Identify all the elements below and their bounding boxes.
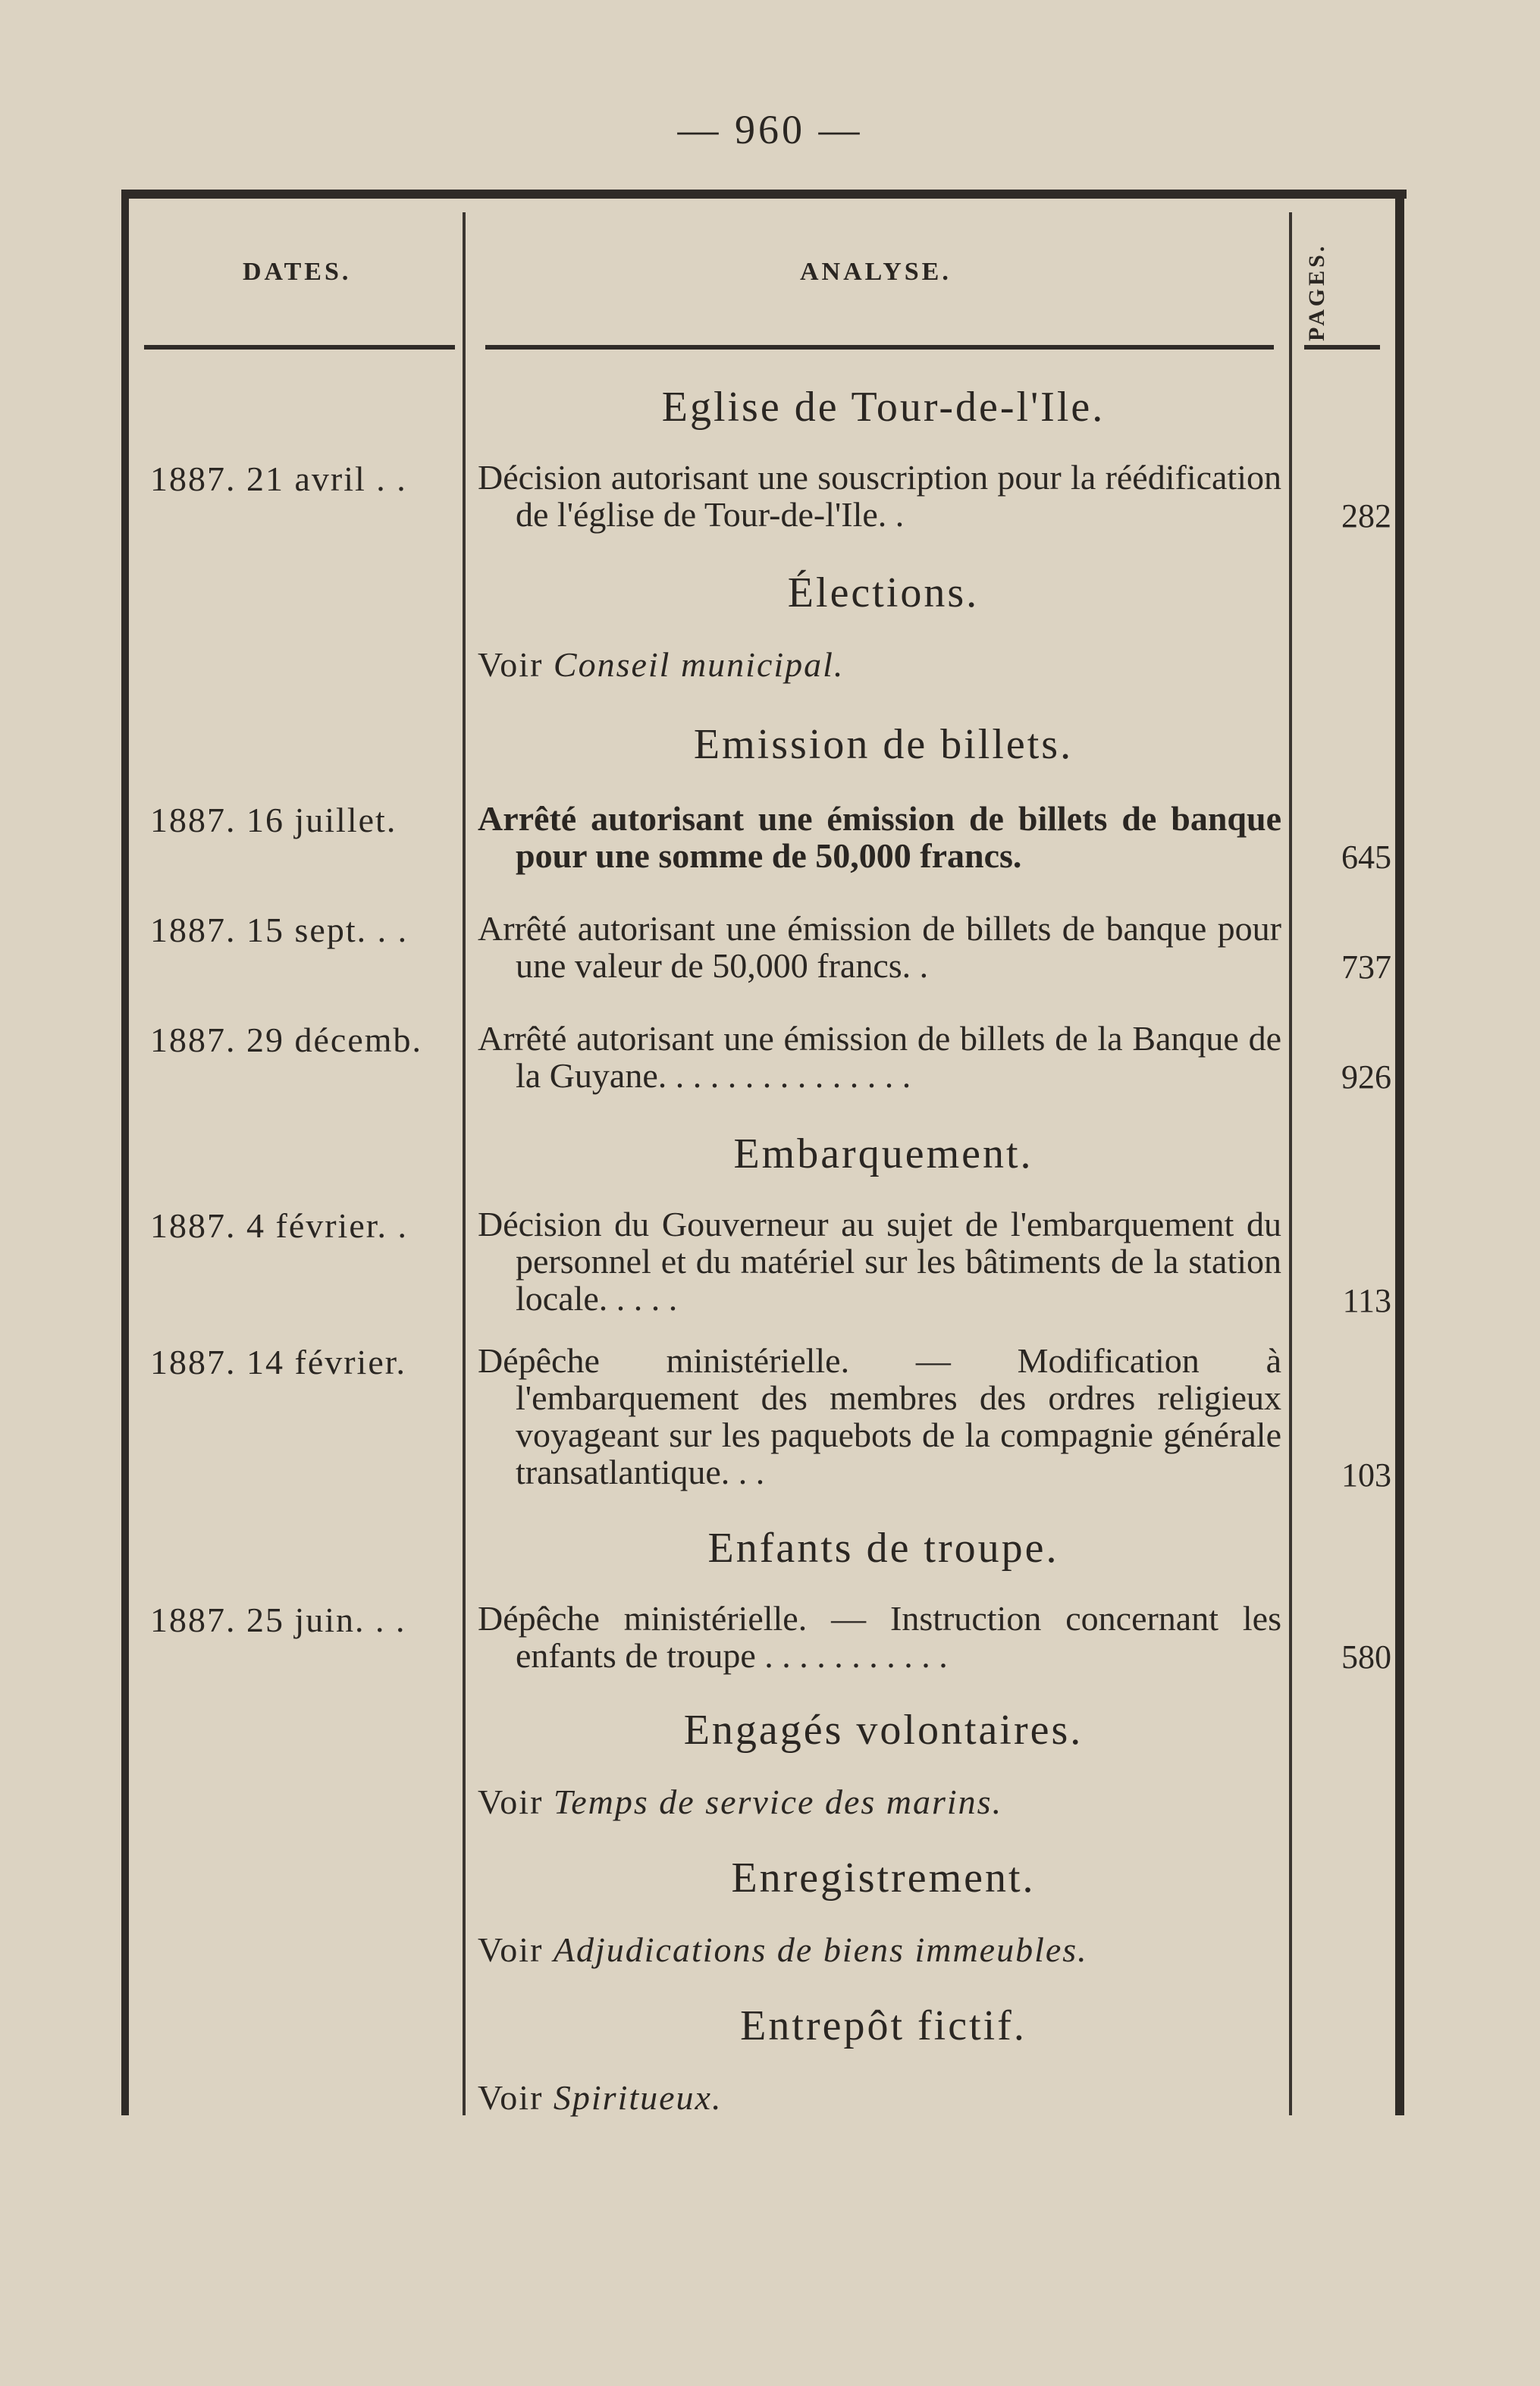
see-label: Voir [478,1930,544,1969]
see-target: Adjudications de biens immeubles. [553,1930,1088,1969]
entry-page: 737 [1341,948,1391,986]
see-label: Voir [478,1782,544,1821]
entry-analysis: Dépêche ministérielle. — Instruction concernant les enfants de troupe . . . . . . . . . . . [478,1599,1281,1675]
header-rule-analyse [485,345,1274,350]
see-target: Spiritueux. [553,2078,723,2117]
header-pages: PAGES. [1304,243,1329,341]
right-border [1395,190,1404,2115]
section-title: Entrepôt fictif. [740,2002,1027,2049]
section-title: Emission de billets. [693,721,1074,768]
header-rule-pages [1304,345,1380,350]
column-separator-pages [1289,212,1292,2115]
entry-date: 1887. 15 sept. . . [150,911,409,949]
see-target: Temps de service des marins. [553,1782,1003,1821]
section-title: Enfants de troupe. [707,1525,1059,1572]
entry-date: 1887. 29 décemb. [150,1021,423,1059]
entry-date: 1887. 21 avril . . [150,459,407,498]
entry-date: 1887. 14 février. [150,1343,407,1381]
entry-page: 103 [1341,1456,1391,1494]
entry-analysis: Arrêté autorisant une émission de billets de banque pour une somme de 50,000 francs. [478,799,1281,875]
entry-analysis: Décision du Gouverneur au sujet de l'embarquement du personnel et du matériel sur les bâtiments de la station locale. . . . . [478,1205,1281,1318]
header-rule-dates [144,345,455,350]
see-label: Voir [478,645,544,684]
entry-date: 1887. 25 juin. . . [150,1601,406,1639]
see-reference [478,644,1281,685]
entry-analysis: Arrêté autorisant une émission de billets de banque pour une valeur de 50,000 francs. . [478,909,1281,985]
header-analyse: ANALYSE. [800,258,952,286]
entry-analysis: Arrêté autorisant une émission de billets de la Banque de la Guyane. . . . . . . . . . . . . . . [478,1019,1281,1095]
entry-analysis: Décision autorisant une souscription pour la réédification de l'église de Tour-de-l'Ile. . [478,458,1281,534]
entry-date: 1887. 4 février. . [150,1206,409,1245]
section-title: Embarquement. [733,1130,1033,1177]
page-number: — 960 — [677,107,863,152]
entry-page: 645 [1341,839,1391,876]
section-title: Engagés volontaires. [683,1707,1084,1754]
entry-page: 926 [1341,1058,1391,1096]
see-target: Conseil municipal. [553,645,845,684]
see-reference [478,2077,1281,2118]
entry-date: 1887. 16 juillet. [150,801,397,839]
see-reference [478,1782,1281,1822]
entry-analysis: Dépêche ministérielle. — Modification à l'embarquement des membres des ordres religieux voyageant sur les paquebots de la compagnie générale transatlantique. . . [478,1341,1281,1491]
section-title: Eglise de Tour-de-l'Ile. [661,384,1106,431]
header-dates: DATES. [243,258,352,286]
section-title: Enregistrement. [731,1855,1036,1902]
section-title: Élections. [787,569,980,616]
see-label: Voir [478,2078,544,2117]
entry-page: 282 [1341,497,1391,535]
see-reference [478,1930,1281,1970]
entry-page: 580 [1341,1638,1391,1676]
top-rule [121,190,1407,199]
left-border [121,190,129,2115]
column-separator-dates [463,212,466,2115]
entry-page: 113 [1342,1282,1391,1319]
